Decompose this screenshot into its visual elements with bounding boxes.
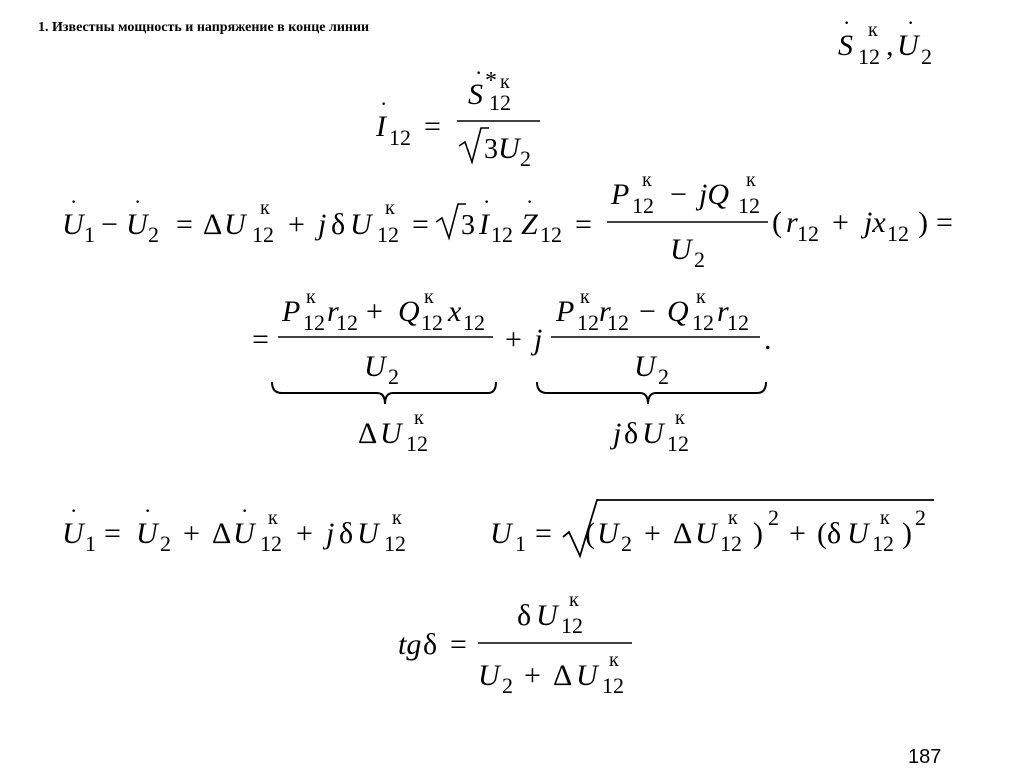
svg-text:U: U	[670, 233, 692, 266]
svg-text:U: U	[695, 517, 717, 550]
svg-text:·: ·	[475, 60, 483, 85]
svg-text:=: =	[412, 208, 429, 241]
svg-text:j: j	[613, 417, 622, 450]
svg-text:2: 2	[160, 531, 171, 556]
svg-text:): )	[918, 206, 928, 239]
svg-text:U: U	[576, 659, 598, 692]
svg-text:12: 12	[692, 310, 714, 335]
svg-text:1: 1	[515, 531, 526, 556]
formula-voltage-drop-line2	[252, 286, 772, 456]
svg-text:Δ: Δ	[203, 208, 223, 241]
svg-text:12: 12	[727, 310, 749, 335]
svg-text:P: P	[282, 295, 301, 328]
svg-text:12: 12	[463, 310, 485, 335]
svg-text:U: U	[364, 350, 386, 383]
svg-text:·: ·	[70, 498, 78, 523]
svg-text:δ: δ	[423, 628, 438, 661]
svg-text:(: (	[585, 517, 595, 550]
svg-text:к: к	[306, 286, 316, 308]
svg-text:1: 1	[84, 222, 95, 247]
svg-text:=: =	[535, 517, 552, 550]
svg-text:к: к	[746, 169, 756, 191]
svg-text:к: к	[385, 197, 395, 219]
svg-text:=: =	[575, 208, 592, 241]
svg-text:·: ·	[134, 189, 142, 214]
svg-text:+: +	[832, 206, 849, 239]
svg-text:к: к	[260, 197, 270, 219]
svg-text:jx: jx	[864, 206, 886, 239]
svg-text:U: U	[897, 29, 919, 62]
svg-text:=: =	[936, 206, 953, 239]
svg-text:+: +	[366, 295, 383, 328]
svg-text:2: 2	[621, 531, 632, 556]
svg-text:): )	[753, 517, 763, 550]
svg-text:12: 12	[858, 44, 880, 69]
svg-text:U: U	[634, 350, 656, 383]
svg-text:Δ: Δ	[553, 659, 573, 692]
page-number: 187	[908, 746, 942, 768]
svg-text:12: 12	[632, 193, 654, 218]
svg-text:U: U	[498, 132, 520, 165]
svg-text:12: 12	[336, 310, 358, 335]
svg-text:2: 2	[694, 247, 705, 272]
svg-text:U: U	[62, 517, 84, 550]
svg-text:r: r	[786, 206, 798, 239]
svg-text:−: −	[101, 208, 118, 241]
svg-text:U: U	[597, 517, 619, 550]
svg-text:=: =	[176, 208, 193, 241]
svg-text:U: U	[536, 599, 558, 632]
svg-text:I: I	[376, 110, 386, 143]
svg-text:12: 12	[384, 531, 406, 556]
svg-text:S: S	[838, 29, 853, 62]
svg-text:12: 12	[252, 222, 274, 247]
svg-text:·: ·	[907, 10, 915, 35]
svg-text:U: U	[478, 659, 500, 692]
svg-text:(δ: (δ	[817, 517, 842, 550]
svg-text:·: ·	[144, 498, 152, 523]
given-values	[838, 10, 932, 69]
svg-text:−: −	[670, 178, 687, 211]
svg-text:2: 2	[502, 673, 513, 698]
svg-text:j: j	[318, 208, 327, 241]
svg-text:2: 2	[388, 364, 399, 389]
svg-text:к: к	[609, 649, 619, 671]
svg-text:к: к	[642, 169, 652, 191]
svg-text:−: −	[639, 295, 656, 328]
svg-text:j: j	[534, 323, 543, 356]
svg-text:2: 2	[921, 44, 932, 69]
svg-text:12: 12	[377, 222, 399, 247]
svg-text:U: U	[126, 208, 148, 241]
svg-text:12: 12	[887, 221, 909, 246]
svg-text:12: 12	[667, 431, 689, 456]
svg-text:δ: δ	[517, 599, 532, 632]
svg-text:2: 2	[520, 146, 531, 171]
svg-text:Q: Q	[398, 295, 420, 328]
svg-text:2: 2	[768, 505, 779, 530]
svg-text:12: 12	[406, 431, 428, 456]
svg-text:1: 1	[85, 531, 96, 556]
svg-text:·: ·	[241, 498, 249, 523]
svg-text:r: r	[327, 295, 339, 328]
underbrace-right	[537, 382, 766, 404]
svg-text:(: (	[772, 206, 782, 239]
svg-text:+: +	[524, 659, 541, 692]
svg-text:12: 12	[738, 193, 760, 218]
svg-text:·: ·	[843, 10, 851, 35]
svg-text:+: +	[296, 517, 313, 550]
svg-text:U: U	[847, 517, 869, 550]
svg-text:к: к	[424, 286, 434, 308]
svg-text:S: S	[468, 78, 483, 111]
svg-text:j: j	[326, 517, 335, 550]
svg-text:,: ,	[886, 29, 894, 62]
svg-text:к: к	[268, 507, 278, 529]
svg-text:2: 2	[915, 505, 926, 530]
formula-current	[375, 60, 540, 171]
svg-text:U: U	[224, 208, 246, 241]
svg-text:12: 12	[872, 531, 894, 556]
svg-text:I: I	[479, 208, 489, 241]
svg-text:+: +	[288, 208, 305, 241]
svg-text:=: =	[450, 628, 467, 661]
svg-text:3: 3	[461, 210, 475, 241]
svg-text:+: +	[789, 517, 806, 550]
formula-tg-delta	[398, 589, 632, 698]
svg-text:12: 12	[260, 531, 282, 556]
svg-text:U: U	[357, 517, 379, 550]
svg-text:U: U	[490, 517, 512, 550]
svg-text:Δ: Δ	[358, 417, 378, 450]
svg-text:Q: Q	[667, 295, 689, 328]
svg-text:12: 12	[720, 531, 742, 556]
svg-text:): )	[902, 517, 912, 550]
svg-text:P: P	[611, 178, 630, 211]
svg-text:U: U	[136, 517, 158, 550]
svg-text:к: к	[392, 507, 402, 529]
svg-text:2: 2	[148, 222, 159, 247]
svg-text:δ: δ	[331, 208, 346, 241]
underbrace-left	[272, 382, 496, 404]
slide-heading: 1. Известны мощность и напряжение в конце линии	[38, 20, 370, 35]
svg-text:.: .	[764, 323, 772, 356]
svg-text:Z: Z	[521, 208, 538, 241]
svg-text:к: к	[500, 71, 510, 93]
svg-text:·: ·	[380, 91, 388, 116]
svg-text:12: 12	[303, 310, 325, 335]
svg-text:=: =	[252, 323, 269, 356]
svg-text:12: 12	[561, 613, 583, 638]
svg-text:к: к	[569, 589, 579, 611]
svg-text:к: к	[675, 407, 685, 429]
svg-text:12: 12	[577, 310, 599, 335]
svg-text:Δ: Δ	[673, 517, 693, 550]
svg-text:12: 12	[540, 222, 562, 247]
svg-text:·: ·	[526, 189, 534, 214]
svg-text:12: 12	[489, 90, 511, 115]
svg-text:12: 12	[421, 310, 443, 335]
svg-text:U: U	[233, 517, 255, 550]
svg-text:+: +	[505, 323, 522, 356]
svg-text:12: 12	[491, 222, 513, 247]
svg-text:x: x	[448, 295, 462, 328]
svg-text:δ: δ	[624, 417, 639, 450]
svg-text:*: *	[485, 68, 497, 94]
formula-u1-magnitude	[490, 500, 934, 556]
svg-text:tg: tg	[398, 628, 422, 661]
svg-text:U: U	[62, 208, 84, 241]
svg-text:к: к	[696, 286, 706, 308]
svg-text:=: =	[424, 110, 441, 143]
svg-text:12: 12	[602, 673, 624, 698]
svg-text:·: ·	[70, 189, 78, 214]
svg-text:к: к	[580, 286, 590, 308]
formula-u1-complex	[62, 498, 406, 556]
svg-text:12: 12	[389, 125, 411, 150]
formula-voltage-drop-line1	[62, 169, 953, 272]
svg-text:U: U	[642, 417, 664, 450]
svg-text:12: 12	[797, 221, 819, 246]
svg-text:U: U	[350, 208, 372, 241]
svg-text:3: 3	[484, 134, 498, 165]
svg-text:·: ·	[483, 189, 491, 214]
svg-text:к: к	[880, 507, 890, 529]
svg-text:Δ: Δ	[212, 517, 232, 550]
svg-text:U: U	[380, 417, 402, 450]
svg-text:r: r	[717, 295, 729, 328]
svg-text:+: +	[183, 517, 200, 550]
svg-text:P: P	[556, 295, 575, 328]
svg-text:12: 12	[607, 310, 629, 335]
svg-text:к: к	[728, 507, 738, 529]
svg-text:+: +	[644, 517, 661, 550]
svg-text:к: к	[414, 407, 424, 429]
svg-text:=: =	[104, 517, 121, 550]
svg-text:δ: δ	[339, 517, 354, 550]
svg-text:jQ: jQ	[699, 178, 729, 211]
svg-text:к: к	[868, 19, 878, 41]
svg-text:r: r	[599, 295, 611, 328]
svg-text:2: 2	[658, 364, 669, 389]
